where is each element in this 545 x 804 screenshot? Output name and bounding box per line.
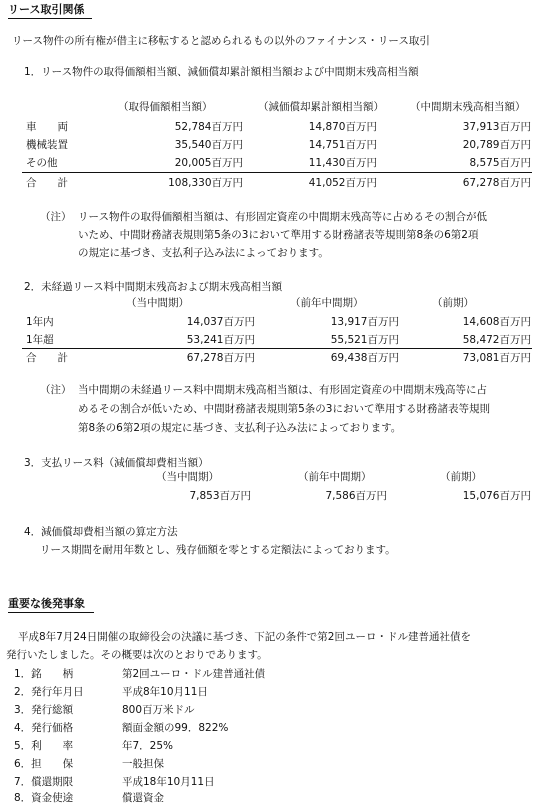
item2-cell: 58,472百万円 bbox=[462, 334, 531, 346]
item1-heading: 1．リース物件の取得価額相当額、減価償却累計額相当額および中間期末残高相当額 bbox=[24, 66, 419, 78]
event-item-value: 一般担保 bbox=[122, 758, 164, 770]
item3-col-header: （前年中間期） bbox=[298, 471, 372, 483]
item2-cell: 73,081百万円 bbox=[462, 352, 531, 364]
event-item-value: 800百万米ドル bbox=[122, 704, 195, 716]
item2-cell: 55,521百万円 bbox=[330, 334, 399, 346]
item2-cell: 13,917百万円 bbox=[330, 316, 399, 328]
item2-note-label: （注） bbox=[40, 384, 72, 396]
item2-cell: 14,037百万円 bbox=[186, 316, 255, 328]
item1-cell: 108,330百万円 bbox=[168, 177, 243, 189]
event-item-label: 8．資金使途 bbox=[14, 792, 74, 804]
item4-text: リース期間を耐用年数とし、残存価額を零とする定額法によっております。 bbox=[40, 544, 396, 556]
item1-total-rule bbox=[22, 172, 532, 173]
item2-cell: 67,278百万円 bbox=[186, 352, 255, 364]
item1-col-header: （取得価額相当額） bbox=[118, 101, 213, 113]
item1-cell: 52,784百万円 bbox=[174, 121, 243, 133]
event-item-value: 平成18年10月11日 bbox=[122, 776, 215, 788]
item2-col-header: （前年中間期） bbox=[290, 297, 364, 309]
item1-note-line: いため、中間財務諸表規則第5条の3において準用する財務諸表等規則第8条の6第2項 bbox=[78, 229, 479, 241]
item2-cell: 53,241百万円 bbox=[186, 334, 255, 346]
event-item-value: 第2回ユーロ・ドル建普通社債 bbox=[122, 668, 266, 680]
item1-cell: 20,005百万円 bbox=[174, 157, 243, 169]
item3-col-header: （前期） bbox=[440, 471, 482, 483]
events-paragraph-line: 発行いたしました。その概要は次のとおりであります。 bbox=[6, 649, 268, 661]
item1-cell: 14,870百万円 bbox=[308, 121, 377, 133]
item2-col-header: （前期） bbox=[432, 297, 474, 309]
item1-note-line: の規定に基づき、支払利子込み法によっております。 bbox=[78, 247, 329, 259]
event-item-value: 額面金額の99．822% bbox=[122, 722, 229, 734]
item2-row-label: 1年内 bbox=[26, 316, 54, 328]
item3-value: 15,076百万円 bbox=[462, 490, 531, 502]
event-item-value: 年7．25% bbox=[122, 740, 174, 752]
item1-cell: 35,540百万円 bbox=[174, 139, 243, 151]
item3-value: 7,586百万円 bbox=[325, 490, 387, 502]
item2-total-rule bbox=[22, 348, 532, 349]
item1-cell: 20,789百万円 bbox=[462, 139, 531, 151]
item1-cell: 14,751百万円 bbox=[308, 139, 377, 151]
item1-cell: 11,430百万円 bbox=[308, 157, 377, 169]
item2-note-line: めるその割合が低いため、中間財務諸表規則第5条の3において準用する財務諸表等規則 bbox=[78, 403, 490, 415]
item2-note-line: 当中間期の未経過リース料中間期末残高相当額は、有形固定資産の中間期末残高等に占 bbox=[78, 384, 487, 396]
item4-heading: 4．減価償却費相当額の算定方法 bbox=[24, 526, 178, 538]
events-paragraph-line: 平成8年7月24日開催の取締役会の決議に基づき、下記の条件で第2回ユーロ・ドル建普通社債を bbox=[18, 631, 471, 643]
lease-intro: リース物件の所有権が借主に移転すると認められるもの以外のファイナンス・リース取引 bbox=[12, 35, 430, 47]
item2-col-header: （当中間期） bbox=[126, 297, 189, 309]
item3-heading: 3．支払リース料（減価償却費相当額） bbox=[24, 457, 209, 469]
event-item-value: 償還資金 bbox=[122, 792, 164, 804]
lease-section-title: リース取引関係 bbox=[8, 3, 85, 16]
item3-value: 7,853百万円 bbox=[189, 490, 251, 502]
event-item-label: 3．発行総額 bbox=[14, 704, 74, 716]
item1-col-header: （中間期末残高相当額） bbox=[410, 101, 526, 113]
event-item-label: 1．銘 柄 bbox=[14, 668, 74, 680]
item1-row-label: 機械装置 bbox=[26, 139, 68, 151]
title-underline bbox=[8, 612, 94, 613]
item1-cell: 41,052百万円 bbox=[308, 177, 377, 189]
event-item-label: 6．担 保 bbox=[14, 758, 74, 770]
item1-cell: 67,278百万円 bbox=[462, 177, 531, 189]
item1-row-label: 合 計 bbox=[26, 177, 68, 189]
item2-heading: 2．未経過リース料中間期末残高および期末残高相当額 bbox=[24, 281, 283, 293]
item3-col-header: （当中間期） bbox=[156, 471, 219, 483]
event-item-value: 平成8年10月11日 bbox=[122, 686, 208, 698]
item1-note-label: （注） bbox=[40, 211, 72, 223]
item1-row-label: その他 bbox=[26, 157, 58, 169]
title-underline bbox=[8, 18, 92, 19]
item2-row-label: 1年超 bbox=[26, 334, 54, 346]
item1-row-label: 車 両 bbox=[26, 121, 68, 133]
item2-cell: 69,438百万円 bbox=[330, 352, 399, 364]
item2-cell: 14,608百万円 bbox=[462, 316, 531, 328]
event-item-label: 2．発行年月日 bbox=[14, 686, 84, 698]
item2-row-label: 合 計 bbox=[26, 352, 68, 364]
item1-col-header: （減価償却累計額相当額） bbox=[258, 101, 384, 113]
event-item-label: 4．発行価格 bbox=[14, 722, 74, 734]
event-item-label: 7．償還期限 bbox=[14, 776, 74, 788]
events-section-title: 重要な後発事象 bbox=[8, 597, 85, 610]
item1-cell: 37,913百万円 bbox=[462, 121, 531, 133]
item2-note-line: 第8条の6第2項の規定に基づき、支払利子込み法によっております。 bbox=[78, 422, 402, 434]
item1-cell: 8,575百万円 bbox=[469, 157, 531, 169]
item1-note-line: リース物件の取得価額相当額は、有形固定資産の中間期末残高等に占めるその割合が低 bbox=[78, 211, 487, 223]
event-item-label: 5．利 率 bbox=[14, 740, 74, 752]
